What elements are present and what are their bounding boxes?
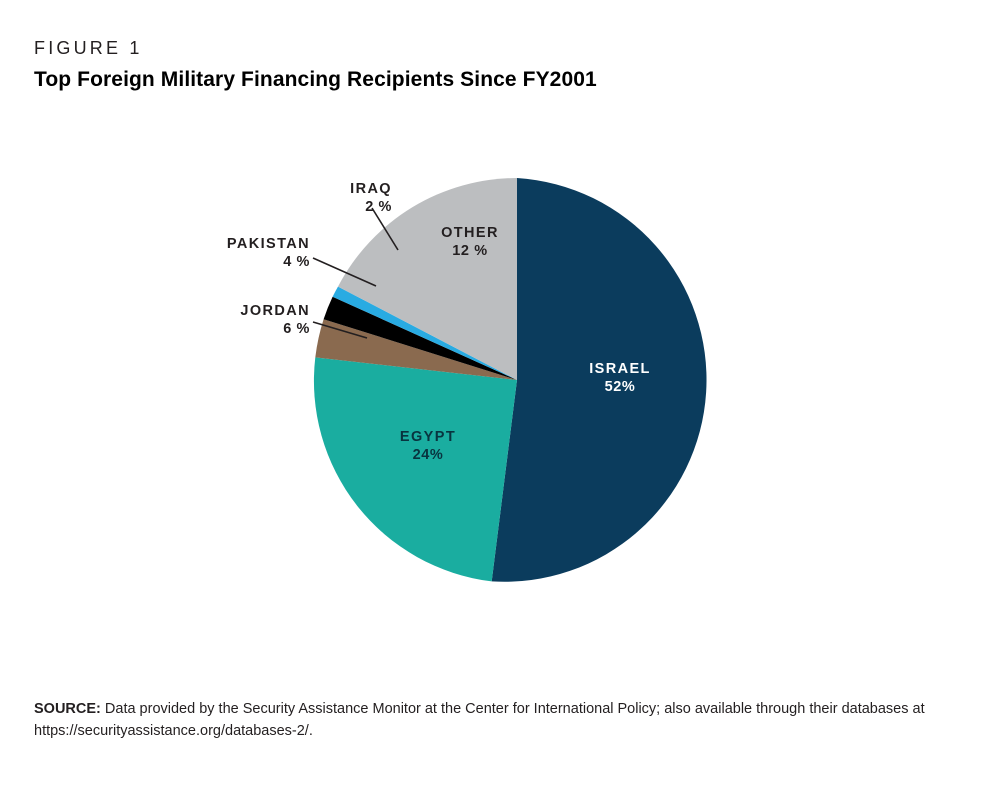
page-title: Top Foreign Military Financing Recipients Since FY2001 — [34, 68, 597, 91]
pie-slice-egypt — [314, 357, 517, 581]
pie-label-pakistan-value: 4 % — [283, 254, 310, 271]
bottom-spacer — [0, 775, 1000, 785]
pie-label-other-value: 12 % — [452, 243, 488, 260]
source-label: SOURCE: — [34, 701, 101, 717]
pie-label-egypt-value: 24% — [412, 447, 444, 464]
pie-label-egypt-name: EGYPT — [399, 429, 457, 445]
pie-label-israel-name: ISRAEL — [589, 361, 651, 377]
source-note — [34, 698, 939, 743]
pie-label-jordan-name: JORDAN — [240, 303, 310, 319]
pie-chart — [0, 110, 1000, 670]
pie-slice-israel — [492, 178, 707, 582]
figure-label: FIGURE 1 — [34, 38, 143, 58]
pie-label-pakistan-name: PAKISTAN — [226, 236, 310, 252]
pie-label-other-name: OTHER — [441, 225, 499, 241]
pie-label-iraq-name: IRAQ — [350, 181, 392, 197]
pie-label-israel-value: 52% — [604, 379, 636, 396]
pie-label-jordan-value: 6 % — [283, 321, 310, 338]
pie-chart-svg — [0, 110, 1000, 670]
source-text: Data provided by the Security Assistance Monitor at the Center for International Policy; also available through their databases at https://securityassistance.org/databases-2/. — [34, 701, 925, 740]
pie-label-iraq-value: 2 % — [365, 199, 392, 216]
